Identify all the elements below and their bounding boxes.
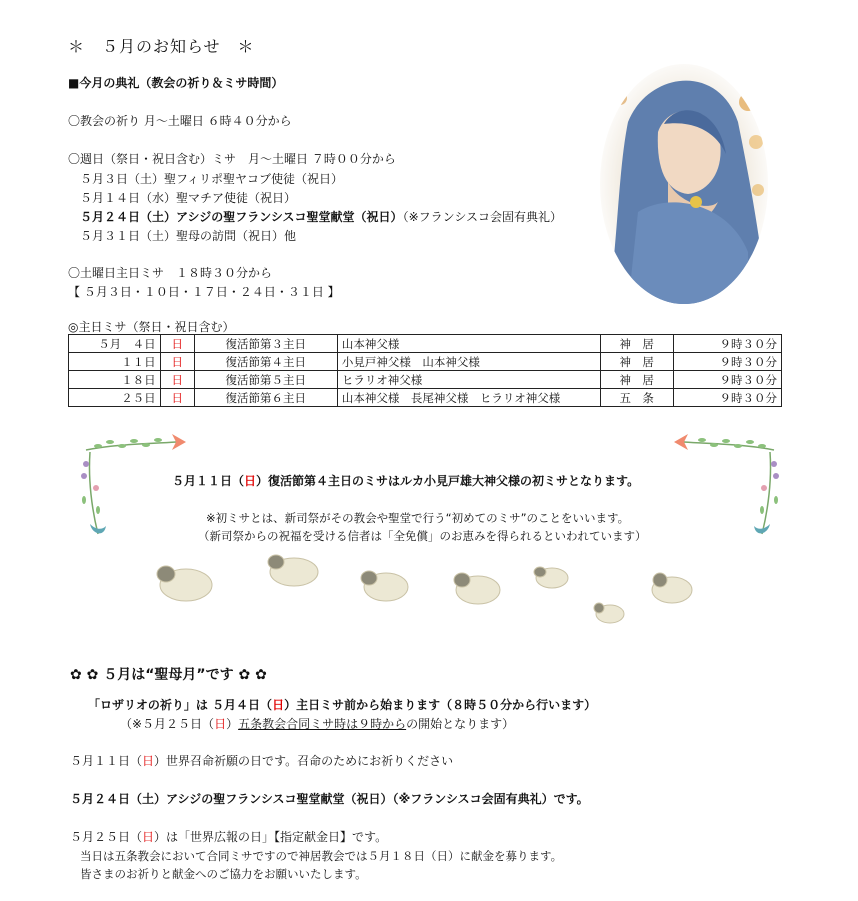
vocation-text: ）世界召命祈願の日です。召命のためにお祈りください bbox=[154, 754, 454, 768]
weekday-mass-heading: 〇週日（祭日・祝日含む）ミサ 月～土曜日 ７時００分から bbox=[68, 152, 396, 166]
rosary-text: 「ロザリオの祈り」は ５月４日（ bbox=[88, 698, 273, 712]
row-week: 復活節第６主日 bbox=[194, 389, 337, 407]
notice-text: ５月１１日（ bbox=[172, 474, 245, 488]
rosary-note-text: （※５月２５日（ bbox=[120, 717, 215, 731]
prayer-time: 〇教会の祈り 月～土曜日 ６時４０分から bbox=[68, 114, 292, 128]
row-priest: 山本神父様 bbox=[337, 335, 600, 353]
rosary-note-text: ） bbox=[226, 717, 239, 731]
sheep-icon bbox=[157, 566, 212, 601]
first-mass-note: ※初ミサとは、新司祭がその教会や聖堂で行う“初めてのミサ”のことをいいます。 bbox=[206, 511, 630, 525]
sunday-mark: 日 bbox=[244, 474, 257, 488]
row-place: 神 居 bbox=[600, 335, 673, 353]
row-day: 日 bbox=[160, 353, 194, 371]
saturday-dates: 【 ５月３日・１０日・１７日・２４日・３１日 】 bbox=[68, 285, 340, 299]
row-week: 復活節第４主日 bbox=[194, 353, 337, 371]
media-detail: 当日は五条教会において合同ミサですので神居教会では５月１８日（日）に献金を募ります。 bbox=[80, 849, 563, 863]
rosary-note bbox=[120, 715, 514, 732]
row-priest: ヒラリオ神父様 bbox=[337, 371, 600, 389]
row-date: ２５日 bbox=[69, 389, 161, 407]
row-week: 復活節第３主日 bbox=[194, 335, 337, 353]
sheep-icon bbox=[652, 573, 692, 603]
highlight-note: （※フランシスコ会固有典礼） bbox=[402, 210, 562, 224]
vocation-text: ５月１１日（ bbox=[70, 754, 143, 768]
rosary-text: ）主日ミサ前から始まります（８時５０分から行います） bbox=[284, 698, 597, 712]
row-day: 日 bbox=[160, 371, 194, 389]
row-time: ９時３０分 bbox=[673, 389, 781, 407]
sheep-icon bbox=[594, 603, 624, 623]
sheep-icon bbox=[268, 555, 318, 586]
row-place: 神 居 bbox=[600, 353, 673, 371]
weekday-item: ５月３１日（土）聖母の訪問（祝日）他 bbox=[80, 229, 297, 243]
row-time: ９時３０分 bbox=[673, 335, 781, 353]
row-date: １８日 bbox=[69, 371, 161, 389]
row-time: ９時３０分 bbox=[673, 371, 781, 389]
rosary-note-underlined: 五条教会合同ミサ時は９時から bbox=[238, 717, 407, 731]
first-mass-note: （新司祭からの祝福を受ける信者は「全免償」のお恵みを得られるといわれています） bbox=[198, 529, 647, 543]
row-day: 日 bbox=[160, 335, 194, 353]
row-week: 復活節第５主日 bbox=[194, 371, 337, 389]
sunday-mark: 日 bbox=[142, 754, 155, 768]
rosary-note-text: の開始となります） bbox=[406, 717, 515, 731]
row-priest: 山本神父様 長尾神父様 ヒラリオ神父様 bbox=[337, 389, 600, 407]
sheep-icon bbox=[361, 571, 408, 601]
row-time: ９時３０分 bbox=[673, 353, 781, 371]
saturday-mass-heading: 〇土曜日主日ミサ １８時３０分から bbox=[68, 266, 273, 280]
page-title: ＊ ５月のお知らせ ＊ bbox=[68, 37, 255, 56]
sunday-mass-heading: ◎主日ミサ（祭日・祝日含む） bbox=[68, 320, 235, 334]
vocation-day bbox=[70, 752, 453, 769]
mary-month-heading: ✿ ✿ ５月は“聖母月”です ✿ ✿ bbox=[70, 667, 267, 683]
rosary-notice bbox=[88, 696, 596, 713]
section-label: ■今月の典礼（教会の祈り＆ミサ時間） bbox=[68, 76, 284, 90]
media-detail: 皆さまのお祈りと献金へのご協力をお願いいたします。 bbox=[80, 867, 367, 881]
sheep-icon bbox=[534, 567, 568, 588]
sunday-mark: 日 bbox=[214, 717, 227, 731]
row-place: 神 居 bbox=[600, 371, 673, 389]
weekday-item: ５月１４日（水）聖マチア使徒（祝日） bbox=[80, 191, 297, 205]
media-day bbox=[70, 828, 387, 845]
sunday-mark: 日 bbox=[142, 830, 155, 844]
francis-feast: ５月２４日（土）アシジの聖フランシスコ聖堂献堂（祝日）（※フランシスコ会固有典礼）です。 bbox=[70, 792, 589, 806]
notice-text: ）復活節第４主日のミサはルカ小見戸雄大神父様の初ミサとなります。 bbox=[256, 474, 640, 488]
row-date: １１日 bbox=[69, 353, 161, 371]
row-day: 日 bbox=[160, 389, 194, 407]
media-text: ）は「世界広報の日」【指定献金日】です。 bbox=[154, 830, 388, 844]
highlight-text: ５月２４日（土）アシジの聖フランシスコ聖堂献堂（祝日） bbox=[80, 210, 403, 224]
sunday-mark: 日 bbox=[272, 698, 285, 712]
media-text: ５月２５日（ bbox=[70, 830, 143, 844]
row-priest: 小見戸神父様 山本神父様 bbox=[337, 353, 600, 371]
weekday-item: ５月３日（土）聖フィリポ聖ヤコブ使徒（祝日） bbox=[80, 172, 344, 186]
row-date: ５月 ４日 bbox=[69, 335, 161, 353]
sheep-icon bbox=[454, 573, 500, 604]
row-place: 五 条 bbox=[600, 389, 673, 407]
